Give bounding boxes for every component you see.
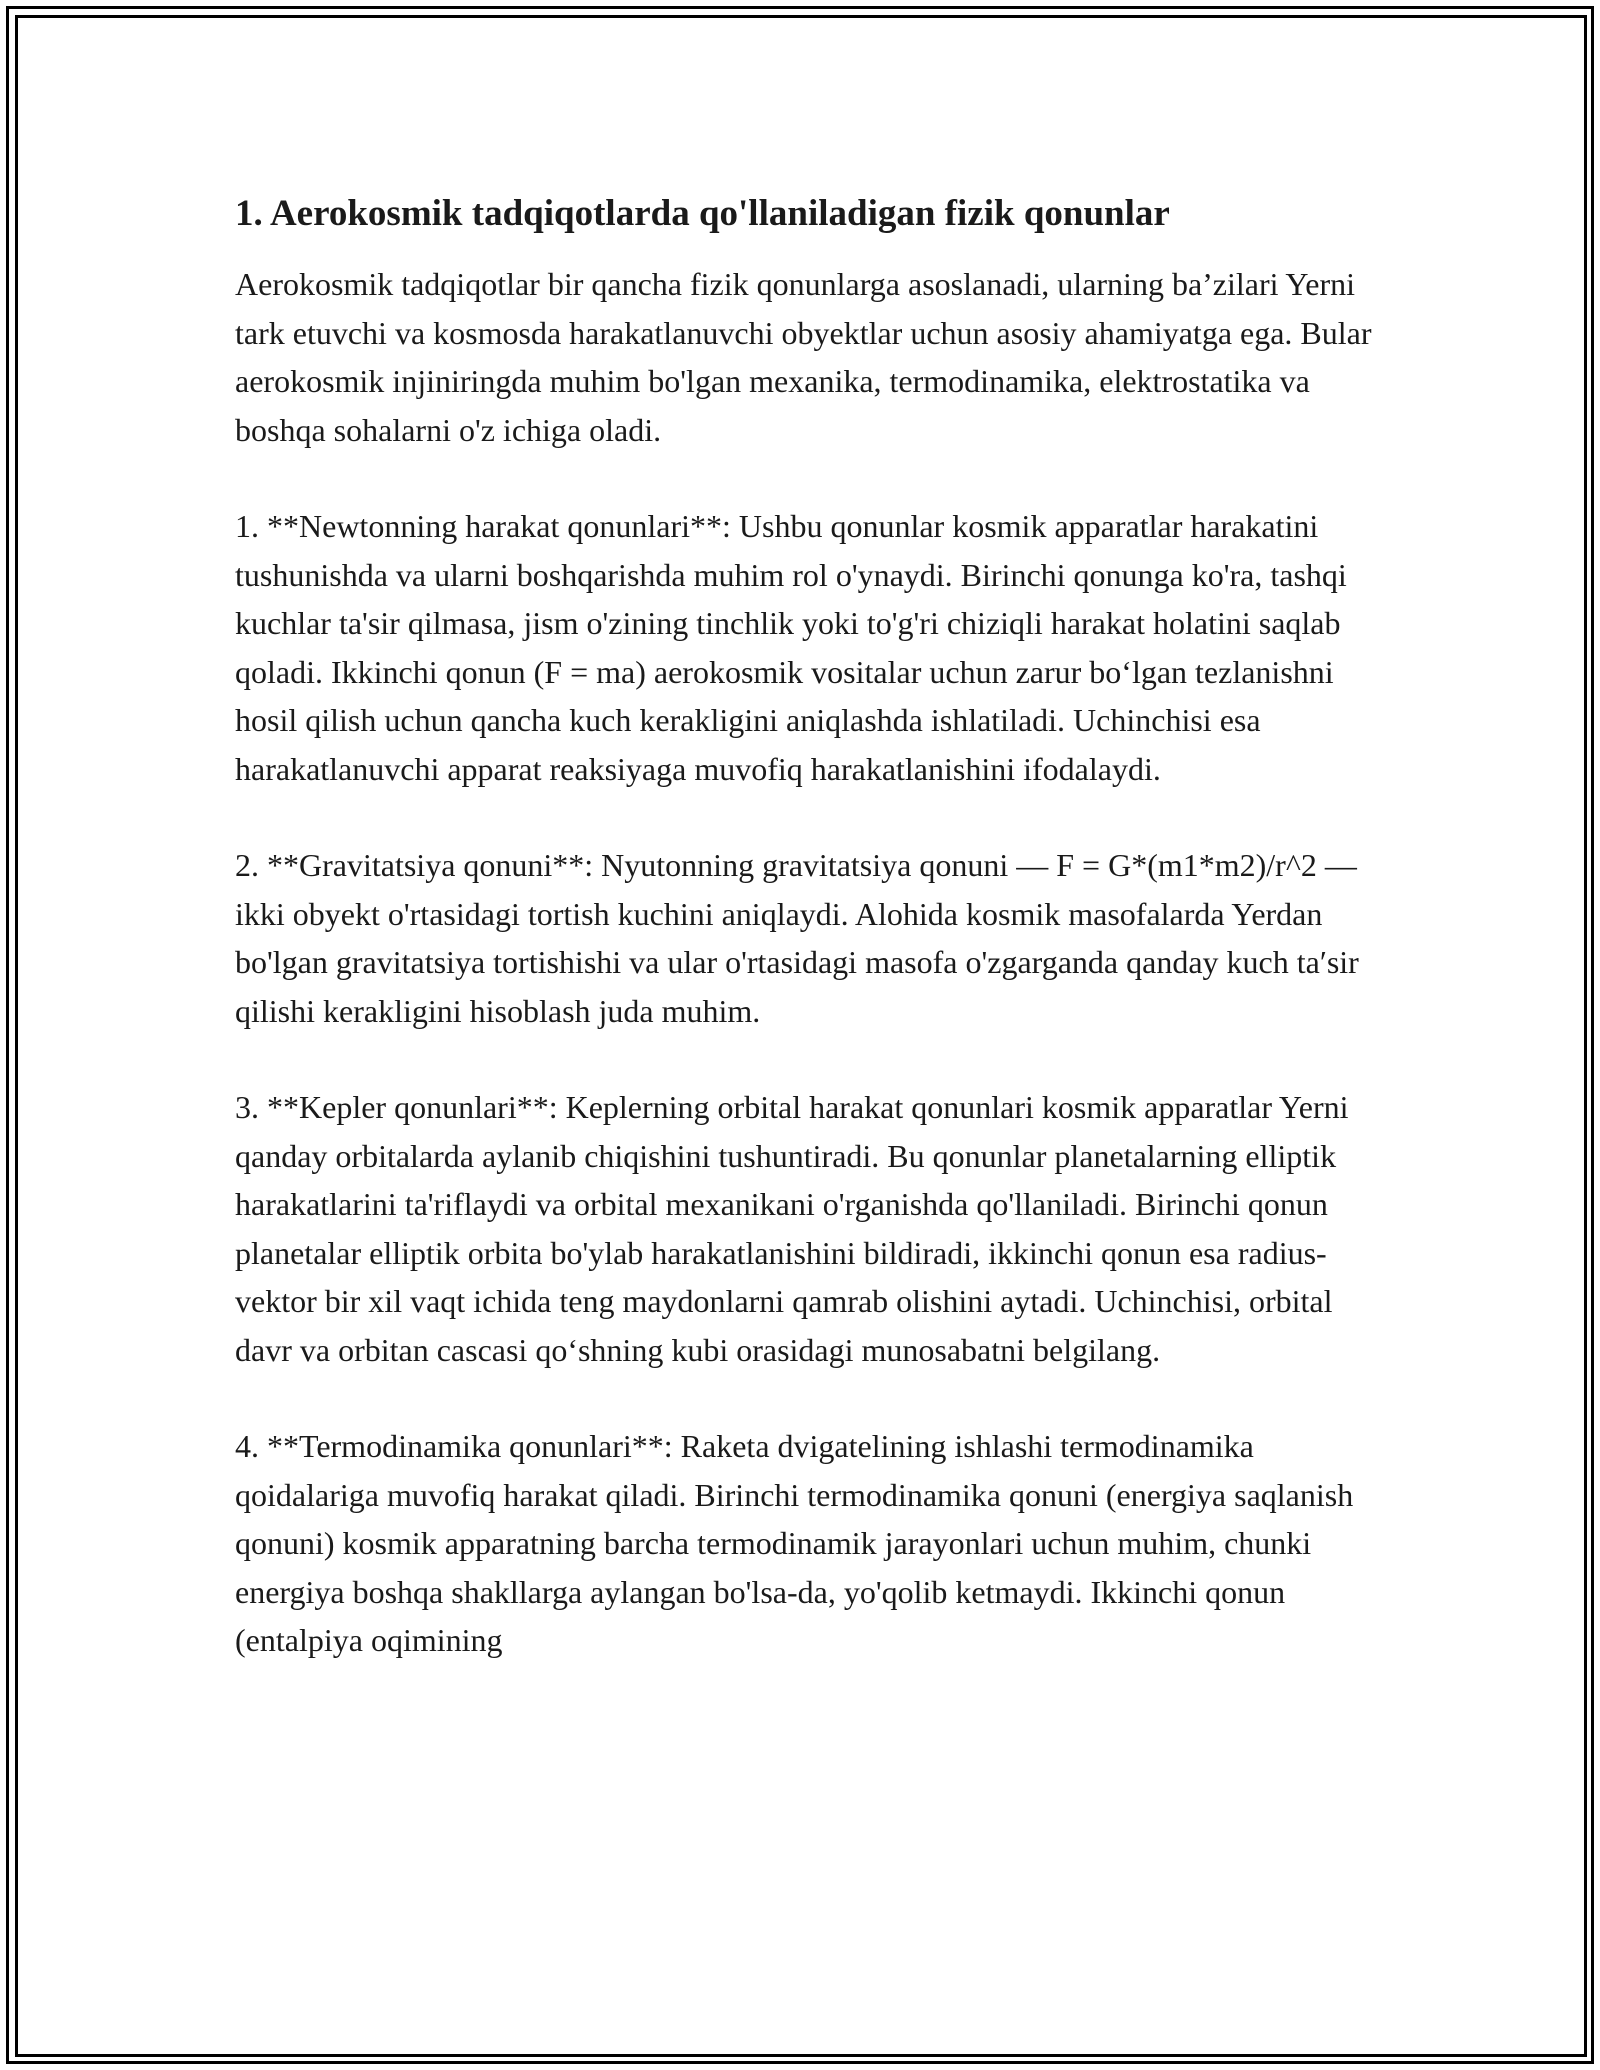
document-body	[235, 188, 1375, 1713]
intro-paragraph: Aerokosmik tadqiqotlar bir qancha fizik qonunlarga asoslanadi, ularning ba’zilari Yerni tark etuvchi va kosmosda harakatlanuvchi obyektlar uchun asosiy ahamiyatga ega. Bular aerokosmik injiniringda muhim bo'lgan mexanika, termodinamika, elektrostatika va boshqa sohalarni o'z ichiga oladi.	[235, 266, 1372, 448]
newton-laws-paragraph: 1. **Newtonning harakat qonunlari**: Ushbu qonunlar kosmik apparatlar harakatini tushunishda va ularni boshqarishda muhim rol o'ynaydi. Birinchi qonunga ko'ra, tashqi kuchlar ta'sir qilmasa, jism o'zining tinchlik yoki to'g'ri chiziqli harakat holatini saqlab qoladi. Ikkinchi qonun (F = ma) aerokosmik vositalar uchun zarur bo‘lgan tezlanishni hosil qilish uchun qancha kuch kerakligini aniqlashda ishlatiladi. Uchinchisi esa harakatlanuvchi apparat reaksiyaga muvofiq harakatlanishini ifodalaydi.	[235, 508, 1347, 787]
thermodynamics-laws-paragraph: 4. **Termodinamika qonunlari**: Raketa dvigatelining ishlashi termodinamika qoidalariga muvofiq harakat qiladi. Birinchi termodinamika qonuni (energiya saqlanish qonuni) kosmik apparatning barcha termodinamik jarayonlari uchun muhim, chunki energiya boshqa shakllarga aylangan bo'lsa-da, yo'qolib ketmaydi. Ikkinchi qonun (entalpiya oqimining	[235, 1428, 1354, 1658]
section-heading: 1. Aerokosmik tadqiqotlarda qo'llaniladigan fizik qonunlar	[235, 193, 1170, 234]
gravitation-law-paragraph: 2. **Gravitatsiya qonuni**: Nyutonning gravitatsiya qonuni — F = G*(m1*m2)/r^2 — ikki obyekt o'rtasidagi tortish kuchini aniqlaydi. Alohida kosmik masofalarda Yerdan bo'lgan gravitatsiya tortishishi va ular o'rtasidagi masofa o'zgarganda qanday kuch ta′sir qilishi kerakligini hisoblash juda muhim.	[235, 847, 1359, 1029]
kepler-laws-paragraph: 3. **Kepler qonunlari**: Keplerning orbital harakat qonunlari kosmik apparatlar Yerni qanday orbitalarda aylanib chiqishini tushuntiradi. Bu qonunlar planetalarning elliptik harakatlarini ta'riflaydi va orbital mexanikani o'rganishda qo'llaniladi. Birinchi qonun planetalar elliptik orbita bo'ylab harakatlanishini bildiradi, ikkinchi qonun esa radius-vektor bir xil vaqt ichida teng maydonlarni qamrab olishini aytadi. Uchinchisi, orbital davr va orbitan cascasi qo‘shning kubi orasidagi munosabatni belgilang.	[235, 1089, 1349, 1368]
